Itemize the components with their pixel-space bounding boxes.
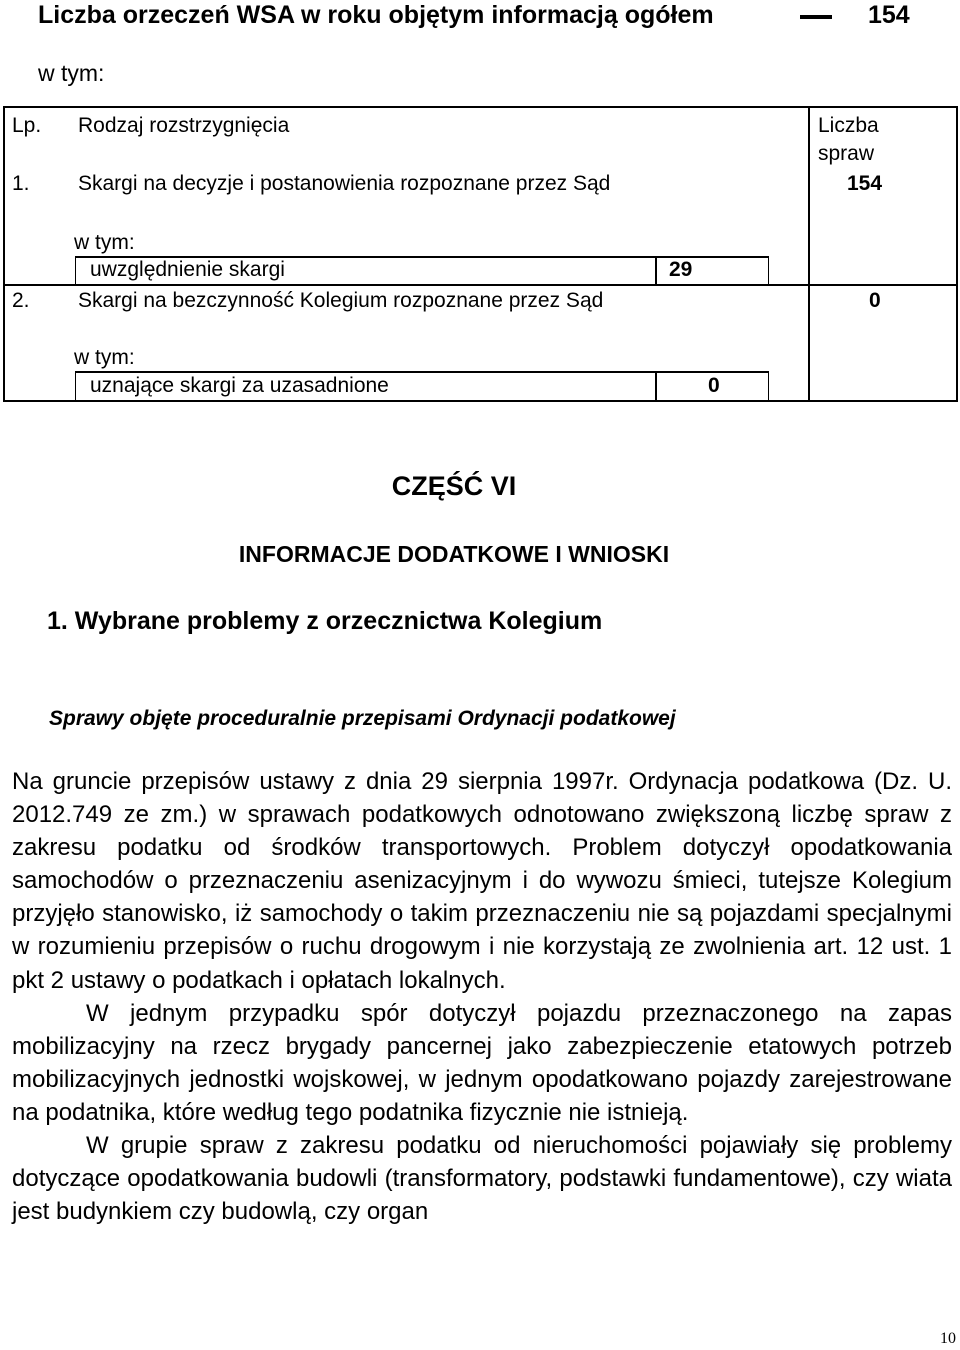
row2-label: Skargi na bezczynność Kolegium rozpoznane przez Sąd: [78, 289, 604, 312]
page-number: 10: [940, 1330, 956, 1347]
section-heading: 1. Wybrane problemy z orzecznictwa Kolegium: [47, 607, 603, 635]
paragraph-1: Na gruncie przepisów ustawy z dnia 29 sierpnia 1997r. Ordynacja podatkowa (Dz. U. 2012.749 ze zm.) w sprawach podatkowych odnotowano zwiększoną liczbę spraw z zakresu podatku od środków transportowych. Problem dotyczył opodatkowania samochodów o przeznaczeniu asenizacyjnym i do wywozu śmieci, tutejsze Kolegium przyjęło stanowisko, iż samochody o takim przeznaczeniu nie są pojazdami specjalnymi w rozumieniu przepisów o ruchu drogowym i nie korzystają ze zwolnienia art. 12 ust. 1 pkt 2 ustawy o podatkach i opłatach lokalnych.: [12, 768, 952, 994]
part-title: CZĘŚĆ VI: [391, 471, 517, 501]
header-liczba: Liczba: [818, 114, 879, 137]
row2-subbox-divider: [655, 371, 657, 400]
row2-sub-value: 0: [708, 374, 720, 397]
row2-count: 0: [869, 289, 881, 312]
body-text: [12, 765, 952, 1228]
table-bottom-border: [3, 400, 957, 402]
row2-w-tym: w tym:: [74, 346, 135, 369]
row1-count: 154: [847, 172, 883, 195]
row1-sub-label: uwzględnienie skargi: [90, 258, 285, 281]
paragraph-3: W grupie spraw z zakresu podatku od nieruchomości pojawiały się problemy dotyczące opodatkowania budowli (transformatory, podstawki fundamentowe), czy wiata jest budynkiem czy budowlą, czy organ: [12, 1132, 952, 1226]
table-left-border: [3, 106, 5, 402]
section-subheading: Sprawy objęte proceduralnie przepisami Ordynacji podatkowej: [49, 707, 676, 730]
table-top-border: [3, 106, 957, 108]
part-subtitle: INFORMACJE DODATKOWE I WNIOSKI: [238, 541, 670, 567]
summary-dash: [800, 15, 832, 19]
row1-subbox-divider: [655, 256, 657, 284]
header-rodzaj: Rodzaj rozstrzygnięcia: [78, 114, 290, 137]
row1-lp: 1.: [12, 172, 30, 195]
row-divider: [3, 284, 957, 286]
row2-lp: 2.: [12, 289, 30, 312]
row2-sub-label: uznające skargi za uzasadnione: [90, 374, 389, 397]
header-lp: Lp.: [12, 114, 42, 137]
summary-total: 154: [868, 1, 910, 29]
table-right-border: [956, 106, 958, 402]
table-count-divider: [808, 106, 810, 402]
row1-sub-value: 29: [669, 258, 693, 281]
summary-title: Liczba orzeczeń WSA w roku objętym informacją ogółem: [38, 1, 714, 29]
summary-w-tym: w tym:: [38, 60, 105, 86]
row1-label: Skargi na decyzje i postanowienia rozpoznane przez Sąd: [78, 172, 611, 195]
header-spraw: spraw: [818, 142, 875, 165]
paragraph-2: W jednym przypadku spór dotyczył pojazdu przeznaczonego na zapas mobilizacyjny na rzecz brygady pancernej jako zabezpieczenie etatowych potrzeb mobilizacyjnych jednostki wojskowej, w jednym opodatkowano pojazdy zarejestrowane na podatnika, które według tego podatnika fizycznie nie istnieją.: [12, 999, 952, 1126]
row1-w-tym: w tym:: [74, 231, 135, 254]
